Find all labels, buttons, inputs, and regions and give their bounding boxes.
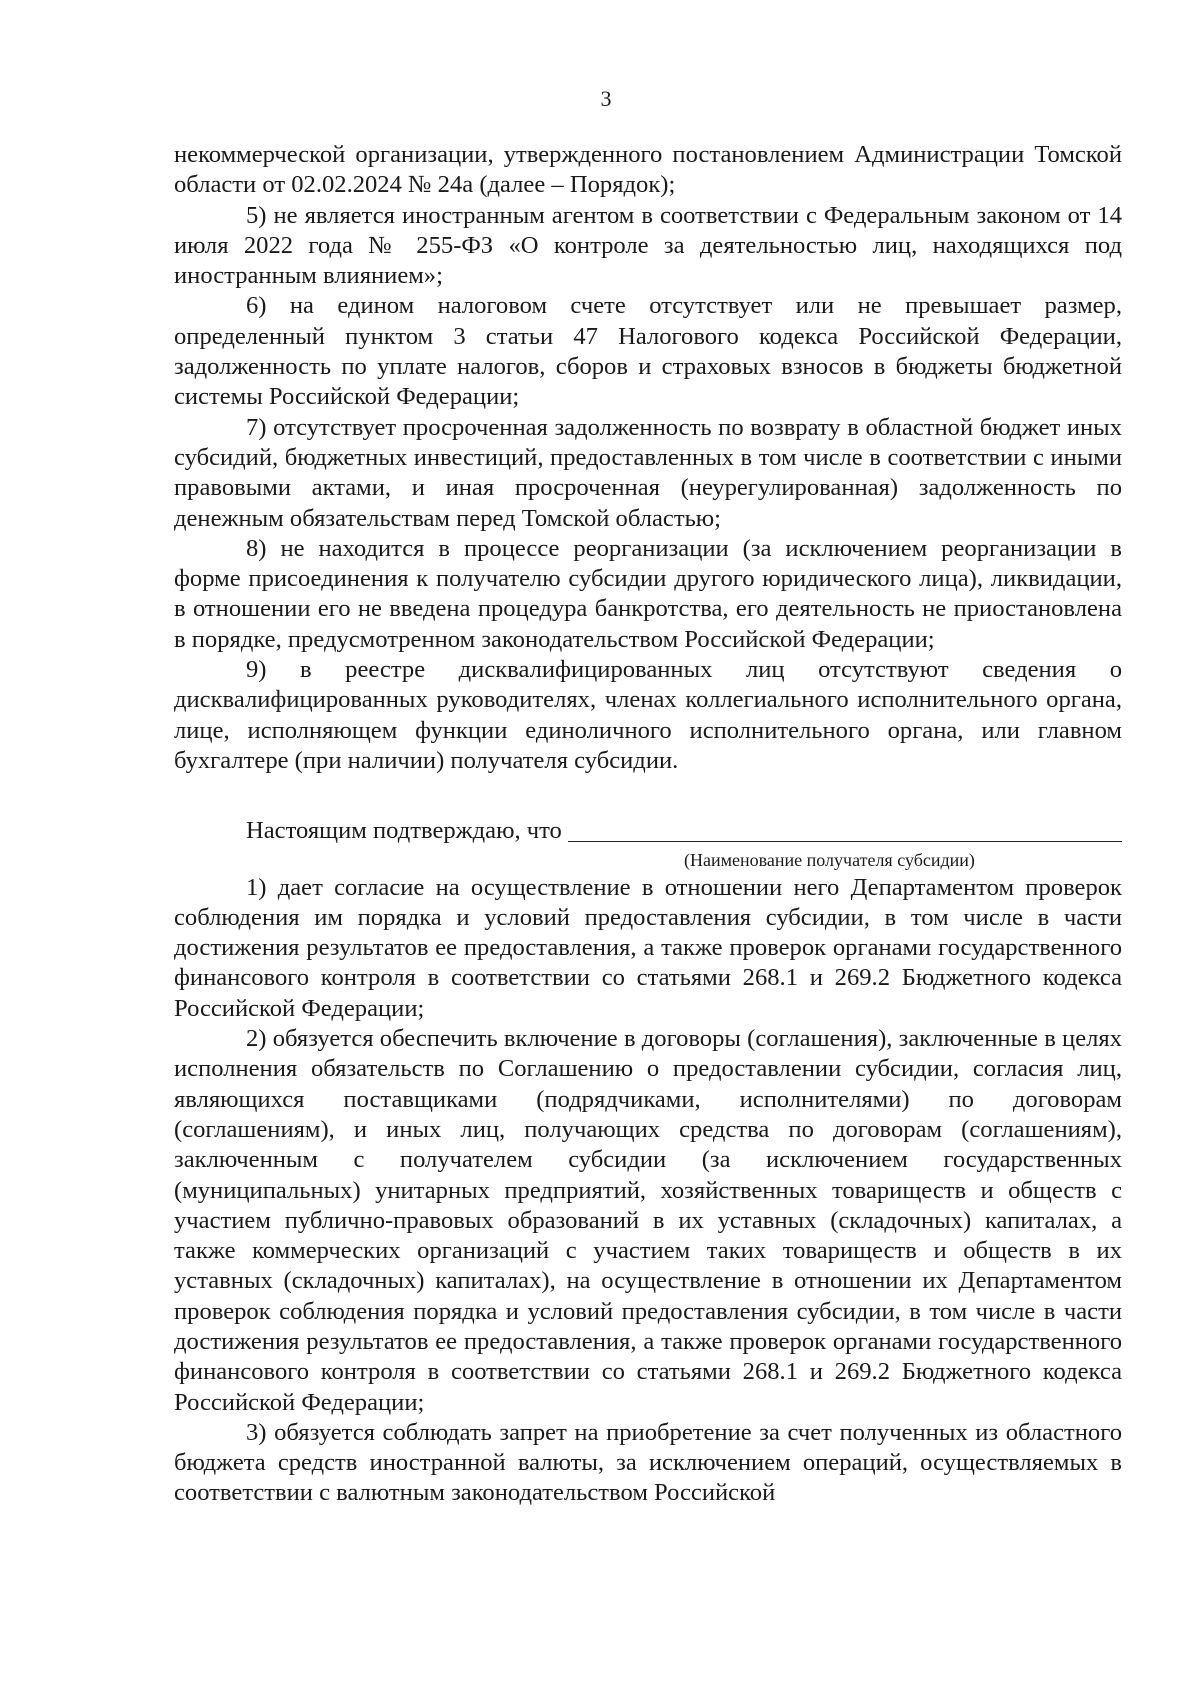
recipient-name-caption: (Наименование получателя субсидии) <box>684 849 975 870</box>
paragraph: 1) дает согласие на осуществление в отношении него Департаментом проверок соблюдения им порядка и условий предоставления субсидии, в том числе в части достижения результатов ее предоставления, а также проверок органами государственного финансового контроля в соответствии со статьями 268.1 и 269.2 Бюджетного кодекса Российской Федерации; <box>174 873 1122 1022</box>
paragraph: некоммерческой организации, утвержденного постановлением Администрации Томской области от 02.02.2024 № 24а (далее – Порядок); <box>174 141 1122 199</box>
recipient-name-blank <box>568 821 1122 842</box>
page-number: 3 <box>600 86 612 111</box>
confirmation-lead: Настоящим подтверждаю, что <box>246 817 562 845</box>
paragraph: 9) в реестре дисквалифицированных лиц отсутствуют сведения о дисквалифицированных руководителях, членах коллегиального исполнительного органа, лице, исполняющем функции единоличного исполнительного органа, или главном бухгалтере (при наличии) получателя субсидии. <box>174 656 1122 774</box>
confirmation-line <box>246 816 1122 846</box>
paragraph: 8) не находится в процессе реорганизации (за исключением реорганизации в форме присоединения к получателю субсидии другого юридического лица), ликвидации, в отношении его не введена процедура банкротства, его деятельность не приостановлена в порядке, предусмотренном законодательством Российской Федерации; <box>174 534 1122 653</box>
paragraph: 2) обязуется обеспечить включение в договоры (соглашения), заключенные в целях исполнения обязательств по Соглашению о предоставлении субсидии, согласия лиц, являющихся поставщиками (подрядчиками, исполнителями) по договорам (соглашениям), и иных лиц, получающих средства по договорам (соглашениям), заключенным с получателем субсидии (за исключением государственных (муниципальных) унитарных предприятий, хозяйственных товариществ и обществ с участием публично-правовых образований в их уставных (складочных) капиталах, а также коммерческих организаций с участием таких товариществ и обществ в их уставных (складочных) капиталах), на осуществление в отношении их Департаментом проверок соблюдения порядка и условий предоставления субсидии, в том числе в части достижения результатов ее предоставления, а также проверок органами государственного финансового контроля в соответствии со статьями 268.1 и 269.2 Бюджетного кодекса Российской Федерации; <box>174 1025 1122 1416</box>
conditions-list <box>174 140 1122 776</box>
document-body <box>174 140 1122 1509</box>
paragraph: 7) отсутствует просроченная задолженность по возврату в областной бюджет иных субсидий, бюджетных инвестиций, предоставленных в том числе в соответствии с иными правовыми актами, и иная просроченная (неурегулированная) задолженность по денежным обязательствам перед Томской областью; <box>174 413 1122 532</box>
obligations-list <box>174 873 1122 1509</box>
paragraph: 3) обязуется соблюдать запрет на приобретение за счет полученных из областного бюджета средств иностранной валюты, за исключением операций, осуществляемых в соответствии с валютным законодательством Российской <box>174 1418 1122 1507</box>
paragraph: 5) не является иностранным агентом в соответствии с Федеральным законом от 14 июля 2022 года № 255-ФЗ «О контроле за деятельностью лиц, находящихся под иностранным влиянием»; <box>174 201 1122 290</box>
section-gap <box>174 776 1122 816</box>
paragraph: 6) на едином налоговом счете отсутствует или не превышает размер, определенный пунктом 3 статьи 47 Налогового кодекса Российской Федерации, задолженность по уплате налогов, сборов и страховых взносов в бюджеты бюджетной системы Российской Федерации; <box>174 292 1122 411</box>
